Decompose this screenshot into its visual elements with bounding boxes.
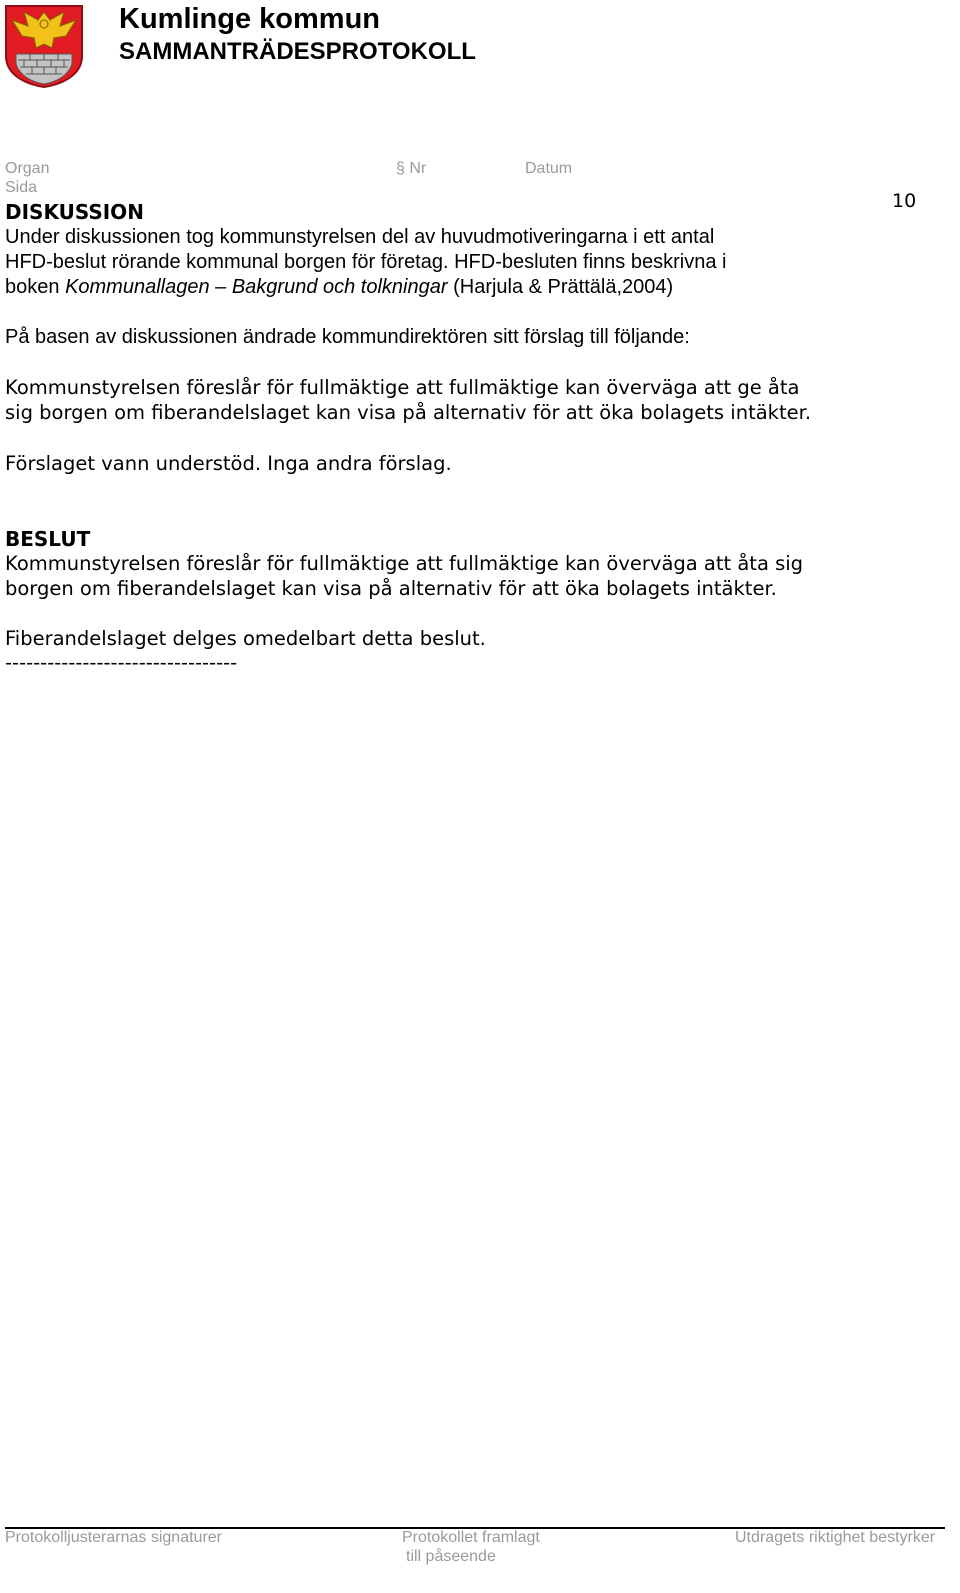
decision-line: Kommunstyrelsen föreslår för fullmäktige att fullmäktige kan överväga att åta sig xyxy=(5,552,804,575)
support-statement: Förslaget vann understöd. Inga andra förslag. xyxy=(5,452,452,475)
sida-label: Sida xyxy=(5,179,38,196)
datum-label: Datum xyxy=(525,160,573,177)
posted-label: Protokollet framlagt xyxy=(402,1529,540,1546)
book-title: Kommunallagen – Bakgrund och tolkningar xyxy=(65,276,448,298)
organ-label: Organ xyxy=(5,160,50,177)
reference-suffix: (Harjula & Prättälä,2004) xyxy=(447,276,674,298)
document-type: SAMMANTRÄDESPROTOKOLL xyxy=(119,38,476,65)
proposal-line: sig borgen om fiberandelslaget kan visa på alternativ för att öka bolagets intäkter. xyxy=(5,401,812,424)
diskussion-paragraph: På basen av diskussionen ändrade kommundirektören sitt förslag till följande: xyxy=(5,326,690,348)
reference-prefix: boken xyxy=(5,276,66,298)
end-separator: --------------------------------- xyxy=(5,651,238,674)
municipality-name: Kumlinge kommun xyxy=(119,3,381,35)
diskussion-line-with-reference xyxy=(5,276,673,299)
decision-line: borgen om fiberandelslaget kan visa på alternativ för att öka bolagets intäkter. xyxy=(5,577,777,600)
coat-of-arms-icon xyxy=(4,4,84,88)
proposal-line: Kommunstyrelsen föreslår för fullmäktige att fullmäktige kan överväga att ge åta xyxy=(5,376,800,399)
signatures-label: Protokolljusterarnas signaturer xyxy=(5,1529,222,1546)
diskussion-line: Under diskussionen tog kommunstyrelsen del av huvudmotiveringarna i ett antal xyxy=(5,226,715,248)
nr-label: § Nr xyxy=(396,160,427,177)
posted-label-continued: till påseende xyxy=(406,1548,496,1565)
notification-statement: Fiberandelslaget delges omedelbart detta beslut. xyxy=(5,627,486,650)
beslut-heading: BESLUT xyxy=(5,527,91,551)
page-number: 10 xyxy=(892,190,917,212)
diskussion-line: HFD-beslut rörande kommunal borgen för företag. HFD-besluten finns beskrivna i xyxy=(5,251,727,273)
certified-label: Utdragets riktighet bestyrker xyxy=(735,1529,936,1546)
diskussion-heading: DISKUSSION xyxy=(5,200,144,224)
